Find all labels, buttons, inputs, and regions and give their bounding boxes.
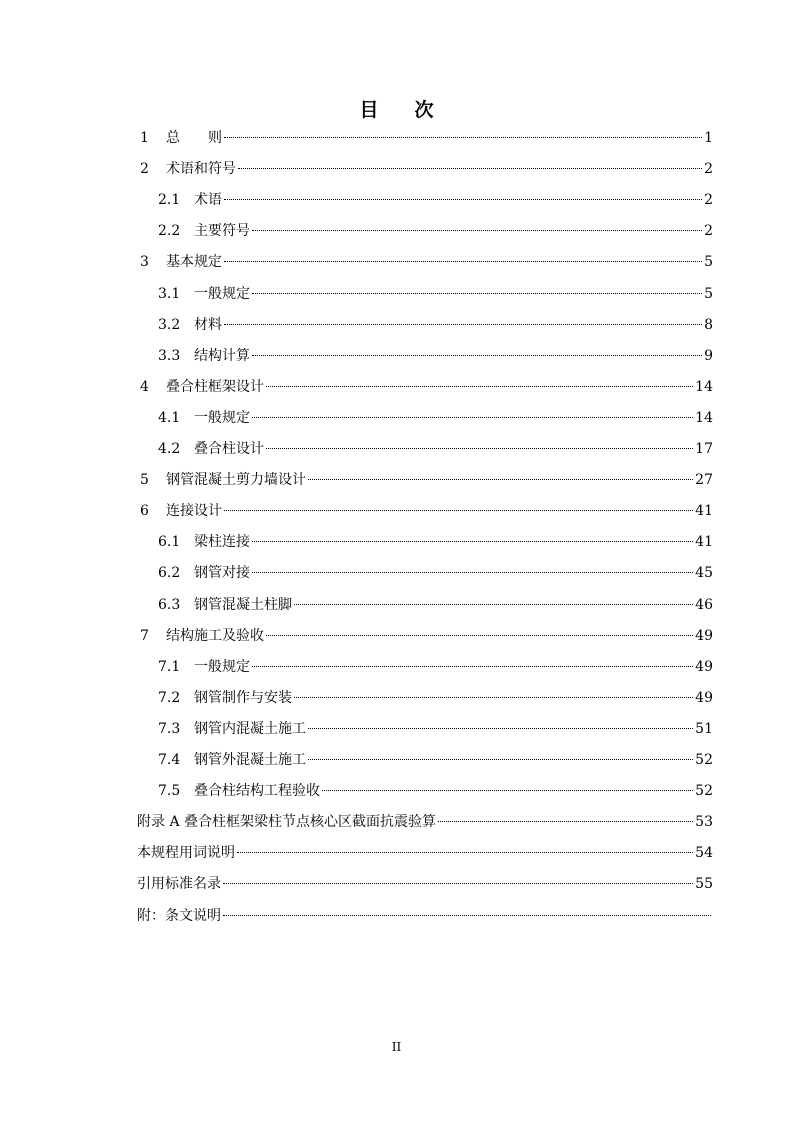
toc-entry[interactable]	[158, 280, 713, 308]
toc-entry-page: 54	[695, 845, 713, 862]
toc-entry[interactable]	[158, 746, 713, 774]
toc-entry-number: 4.1	[158, 409, 181, 426]
toc-dot-leader	[224, 261, 702, 262]
toc-dot-leader	[308, 728, 693, 729]
toc-entry-page: 8	[704, 316, 713, 333]
toc-entry[interactable]	[158, 311, 713, 339]
toc-entry[interactable]	[158, 591, 713, 619]
toc-entry[interactable]	[137, 870, 713, 898]
toc-dot-leader	[252, 666, 693, 667]
toc-dot-leader	[252, 417, 693, 418]
toc-dot-leader	[266, 448, 693, 449]
toc-entry-number: 7.3	[158, 720, 181, 737]
toc-entry[interactable]	[140, 622, 713, 650]
toc-entry-number: 1	[140, 130, 149, 146]
toc-dot-leader	[224, 199, 702, 200]
toc-entry-number: 7.4	[158, 752, 181, 768]
toc-dot-leader	[308, 479, 693, 480]
toc-entry-number: 2.2	[158, 223, 181, 240]
toc-entry-page: 1	[704, 130, 713, 146]
toc-dot-leader	[322, 790, 693, 791]
toc-entry[interactable]	[137, 839, 713, 867]
toc-dot-leader	[294, 697, 693, 698]
toc-entry-label: 本规程用词说明	[137, 845, 235, 862]
toc-entry-label: 叠合柱结构工程验收	[194, 783, 320, 800]
toc-dot-leader	[266, 386, 693, 387]
toc-entry[interactable]	[140, 466, 713, 494]
toc-entry-page: 55	[695, 876, 713, 893]
toc-entry-label: 附录 A 叠合柱框架梁柱节点核心区截面抗震验算	[137, 814, 437, 831]
toc-entry-number: 6.3	[158, 596, 181, 613]
toc-entry-label: 结构施工及验收	[166, 627, 264, 644]
toc-dot-leader	[438, 821, 693, 822]
toc-entry[interactable]	[137, 902, 713, 930]
toc-entry-label: 总 则	[166, 130, 222, 146]
toc-entry-page: 46	[695, 596, 713, 613]
toc-dot-leader	[224, 137, 702, 138]
toc-entry-number: 7.5	[158, 783, 181, 800]
toc-entry[interactable]	[158, 684, 713, 712]
toc-entry-label: 一般规定	[194, 658, 250, 675]
title-char-2: 次	[414, 99, 434, 121]
toc-entry[interactable]	[158, 404, 713, 432]
toc-entry[interactable]	[158, 342, 713, 370]
toc-entry-label: 一般规定	[194, 285, 250, 302]
toc-entry[interactable]	[140, 497, 713, 525]
toc-entry[interactable]	[158, 186, 713, 214]
toc-entry-number: 7	[140, 627, 149, 644]
toc-dot-leader	[223, 915, 711, 916]
toc-dot-leader	[252, 230, 702, 231]
toc-entry-number: 2.1	[158, 192, 181, 209]
toc-entry[interactable]	[158, 653, 713, 681]
toc-entry-label: 术语和符号	[166, 161, 236, 178]
toc-entry-page: 51	[695, 720, 713, 737]
toc-entry-label: 叠合柱框架设计	[166, 378, 264, 395]
toc-entry-label: 钢管混凝土柱脚	[194, 596, 292, 613]
toc-entry-page: 14	[695, 378, 713, 395]
page-footer	[0, 1040, 793, 1054]
toc-entry-page: 41	[695, 503, 713, 520]
toc-entry-number: 3	[140, 254, 149, 271]
toc-entry-label: 叠合柱设计	[194, 441, 264, 457]
toc-entry-label: 钢管对接	[194, 565, 250, 582]
toc-entry[interactable]	[158, 435, 713, 463]
page-title	[0, 95, 793, 122]
toc-entry-page: 49	[695, 627, 713, 644]
toc-entry[interactable]	[158, 528, 713, 556]
toc-entry-label: 钢管制作与安装	[194, 689, 292, 706]
toc-entry-label: 附：条文说明	[137, 907, 221, 924]
toc-entry-number: 4.2	[158, 441, 181, 457]
toc-entry[interactable]	[140, 373, 713, 401]
toc-entry[interactable]	[140, 248, 713, 276]
toc-entry-page: 53	[695, 814, 713, 831]
toc-entry-label: 一般规定	[194, 409, 250, 426]
toc-entry[interactable]	[137, 808, 713, 836]
toc-entry-label: 连接设计	[166, 503, 222, 520]
toc-entry[interactable]	[158, 715, 713, 743]
toc-entry[interactable]	[140, 155, 713, 183]
toc-entry-number: 6.1	[158, 534, 181, 551]
toc-entry-page: 17	[695, 441, 713, 457]
toc-entry-page: 45	[695, 565, 713, 582]
toc-entry-label: 主要符号	[194, 223, 250, 240]
toc-dot-leader	[266, 635, 693, 636]
toc-entry-number: 3.1	[158, 285, 181, 302]
toc-dot-leader	[224, 324, 702, 325]
toc-dot-leader	[252, 293, 702, 294]
toc-entry-number: 6.2	[158, 565, 181, 582]
toc-dot-leader	[223, 883, 693, 884]
toc-entry-label: 引用标准名录	[137, 876, 221, 893]
toc-entry-page: 49	[695, 658, 713, 675]
toc-entry-page: 5	[704, 285, 713, 302]
toc-entry[interactable]	[158, 217, 713, 245]
toc-dot-leader	[308, 759, 693, 760]
toc-entry-number: 2	[140, 161, 149, 178]
toc-dot-leader	[252, 541, 693, 542]
toc-entry-page: 49	[695, 689, 713, 706]
toc-entry-label: 基本规定	[166, 254, 222, 271]
toc-dot-leader	[224, 510, 693, 511]
toc-entry-page: 41	[695, 534, 713, 551]
toc-dot-leader	[237, 852, 693, 853]
toc-entry[interactable]	[158, 559, 713, 587]
toc-entry[interactable]	[140, 124, 713, 152]
toc-entry-page: 5	[704, 254, 713, 271]
toc-entry-number: 3.2	[158, 316, 181, 333]
toc-entry-page: 52	[695, 783, 713, 800]
toc-entry-number: 4	[140, 378, 149, 395]
toc-entry-page: 27	[695, 472, 713, 489]
toc-entry-label: 钢管外混凝土施工	[194, 752, 306, 768]
toc-dot-leader	[238, 168, 702, 169]
toc-entry-page: 52	[695, 752, 713, 768]
toc-entry-label: 材料	[194, 316, 222, 333]
toc-entry-page: 2	[704, 223, 713, 240]
toc-entry-page: 9	[704, 347, 713, 364]
toc-dot-leader	[252, 572, 693, 573]
toc-entry-label: 钢管内混凝土施工	[194, 720, 306, 737]
toc-entry-number: 5	[140, 472, 149, 489]
toc-entry-page: 2	[704, 192, 713, 209]
footer-page-number: II	[391, 1040, 402, 1054]
toc-entry-label: 术语	[194, 192, 222, 209]
toc-entry-number: 6	[140, 503, 149, 520]
toc-entry-label: 梁柱连接	[194, 534, 250, 551]
toc-entry-label: 结构计算	[194, 347, 250, 364]
toc-entry-number: 3.3	[158, 347, 181, 364]
toc-dot-leader	[294, 604, 693, 605]
toc-entry-label: 钢管混凝土剪力墙设计	[166, 472, 306, 489]
toc-entry-page: 2	[704, 161, 713, 178]
toc-dot-leader	[252, 355, 702, 356]
toc-entry-number: 7.1	[158, 658, 181, 675]
title-char-1: 目	[359, 99, 379, 121]
toc-entry[interactable]	[158, 777, 713, 805]
toc-entry-number: 7.2	[158, 689, 181, 706]
toc-entry-page: 14	[695, 409, 713, 426]
